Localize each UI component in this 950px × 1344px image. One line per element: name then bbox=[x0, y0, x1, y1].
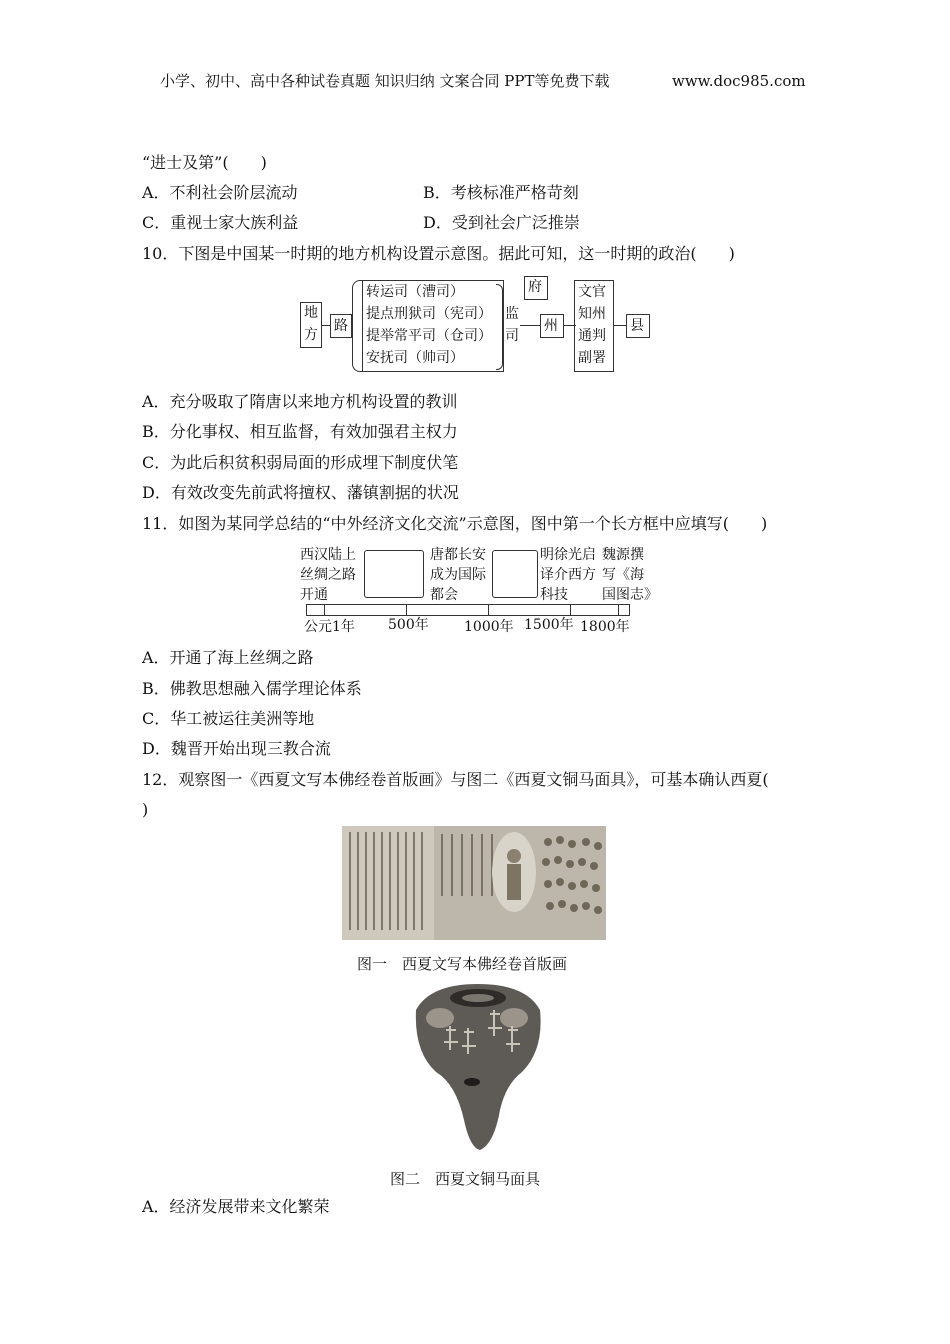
event-2-line1: 唐都长安 bbox=[430, 547, 486, 563]
q10-option-d: D．有效改变先前武将擅权、藩镇割据的状况 bbox=[142, 483, 459, 502]
event-1-line3: 开通 bbox=[300, 587, 328, 603]
exchange-timeline bbox=[298, 544, 668, 640]
event-2-line3: 都会 bbox=[430, 587, 458, 603]
axis-tick bbox=[618, 604, 619, 616]
tick-label-3: 1000年 bbox=[464, 619, 514, 635]
q12-stem-end: ) bbox=[142, 800, 149, 819]
si-3: 提举常平司（仓司） bbox=[366, 328, 492, 344]
q9-stem-tail: “进士及第”( ) bbox=[142, 153, 267, 172]
q10-option-b: B．分化事权、相互监督，有效加强君主权力 bbox=[142, 422, 458, 441]
header-right: www.doc985.com bbox=[672, 72, 806, 90]
tick-label-1: 公元1年 bbox=[304, 619, 355, 635]
local-institution-diagram bbox=[298, 276, 678, 376]
event-1-line1: 西汉陆上 bbox=[300, 547, 356, 563]
connector bbox=[614, 325, 626, 326]
header-left: 小学、初中、高中各种试卷真题 知识归纳 文案合同 PPT等免费下载 bbox=[160, 72, 610, 90]
tick-label-5: 1800年 bbox=[580, 619, 630, 635]
tick-label-2: 500年 bbox=[388, 617, 429, 633]
bronze-horse-mask-image bbox=[410, 980, 546, 1154]
q11-option-a: A．开通了海上丝绸之路 bbox=[142, 648, 314, 667]
event-3-line2: 译介西方 bbox=[540, 567, 596, 583]
q9-option-c: C．重视士家大族利益 bbox=[142, 213, 299, 232]
timeline-axis bbox=[306, 604, 630, 616]
event-4-line3: 国图志》 bbox=[602, 587, 658, 603]
figure-2-caption: 图二 西夏文铜马面具 bbox=[390, 1170, 541, 1188]
axis-tick bbox=[324, 604, 325, 616]
official-4: 副署 bbox=[578, 350, 606, 366]
event-2-line2: 成为国际 bbox=[430, 567, 486, 583]
event-4-line1: 魏源撰 bbox=[602, 547, 644, 563]
si-4: 安抚司（帅司） bbox=[366, 350, 464, 366]
q11-option-c: C．华工被运往美洲等地 bbox=[142, 709, 315, 728]
difang-char1: 地 bbox=[304, 305, 318, 321]
event-1-line2: 丝绸之路 bbox=[300, 567, 356, 583]
q11-option-b: B．佛教思想融入儒学理论体系 bbox=[142, 679, 362, 698]
official-3: 通判 bbox=[578, 328, 606, 344]
q10-option-a: A．充分吸取了隋唐以来地方机构设置的教训 bbox=[142, 392, 458, 411]
q9-option-a: A．不利社会阶层流动 bbox=[142, 183, 298, 202]
si-1: 转运司（漕司） bbox=[366, 284, 464, 300]
difang-char2: 方 bbox=[304, 327, 318, 343]
event-3-line3: 科技 bbox=[540, 587, 568, 603]
q10-option-c: C．为此后积贫积弱局面的形成埋下制度伏笔 bbox=[142, 453, 459, 472]
connector bbox=[322, 325, 330, 326]
q12-option-a: A．经济发展带来文化繁荣 bbox=[142, 1197, 330, 1216]
event-4-line2: 写《海 bbox=[602, 567, 644, 583]
jiansi-char2: 司 bbox=[505, 328, 519, 344]
figure-1-caption: 图一 西夏文写本佛经卷首版画 bbox=[357, 955, 568, 973]
lu-label: 路 bbox=[334, 318, 348, 334]
official-2: 知州 bbox=[578, 306, 606, 322]
si-2: 提点刑狱司（宪司） bbox=[366, 306, 492, 322]
event-3-line1: 明徐光启 bbox=[540, 547, 596, 563]
right-brace bbox=[496, 284, 503, 370]
connector bbox=[520, 325, 540, 326]
axis-tick bbox=[488, 604, 489, 616]
q11-option-d: D．魏晋开始出现三教合流 bbox=[142, 739, 331, 758]
jiansi-char1: 监 bbox=[505, 306, 519, 322]
xian-label: 县 bbox=[630, 318, 644, 334]
blank-box-2 bbox=[492, 550, 538, 598]
fu-label: 府 bbox=[528, 279, 542, 295]
zhou-label: 州 bbox=[544, 318, 558, 334]
q9-option-d: D．受到社会广泛推崇 bbox=[423, 213, 580, 232]
buddhist-scroll-image bbox=[342, 826, 606, 940]
q11-stem: 11．如图为某同学总结的“中外经济文化交流”示意图，图中第一个长方框中应填写( ) bbox=[142, 514, 768, 533]
q10-stem: 10．下图是中国某一时期的地方机构设置示意图。据此可知，这一时期的政治( ) bbox=[142, 244, 735, 263]
tick-label-4: 1500年 bbox=[524, 617, 574, 633]
blank-box-1 bbox=[364, 550, 424, 598]
q9-option-b: B．考核标准严格苛刻 bbox=[423, 183, 579, 202]
q12-stem: 12．观察图一《西夏文写本佛经卷首版画》与图二《西夏文铜马面具》，可基本确认西夏( bbox=[142, 770, 769, 789]
official-1: 文官 bbox=[578, 284, 606, 300]
